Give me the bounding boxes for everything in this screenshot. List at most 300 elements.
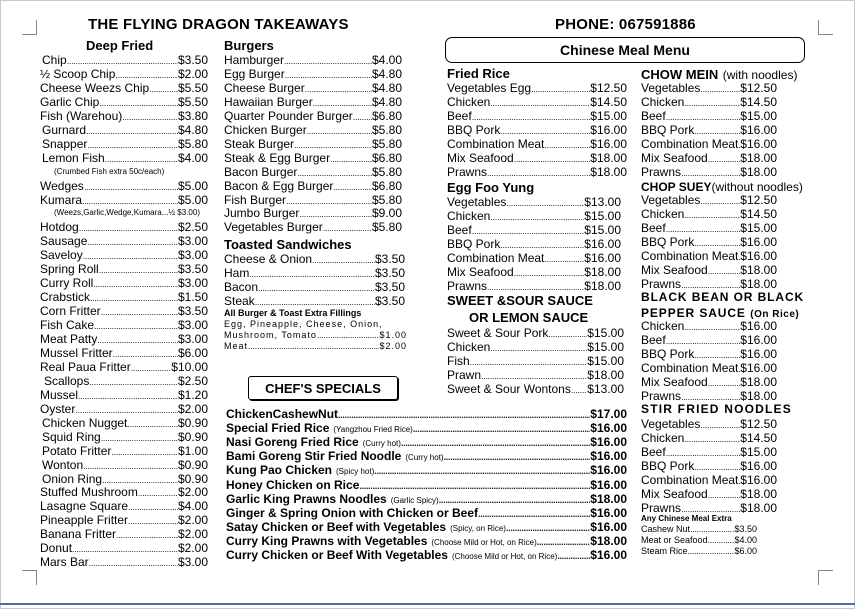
item-price: $3.50 bbox=[374, 266, 405, 280]
item-price: $18.00 bbox=[740, 501, 777, 515]
item-name: Kumara bbox=[40, 192, 83, 207]
chefs-specials-banner bbox=[248, 376, 398, 400]
chow-mein-subheading: (with noodles) bbox=[722, 68, 798, 82]
item-price: $15.00 bbox=[584, 209, 621, 223]
item-name: Vegetables Egg bbox=[447, 81, 532, 95]
item-name: Steak & Egg Burger bbox=[224, 150, 331, 165]
menu-item bbox=[224, 252, 405, 267]
dot-leader bbox=[286, 194, 372, 208]
menu-item bbox=[42, 53, 208, 68]
dot-leader bbox=[694, 236, 740, 250]
dot-leader bbox=[249, 267, 375, 281]
item-price: $15.00 bbox=[740, 221, 777, 235]
item-price: $5.80 bbox=[371, 136, 402, 151]
item-name: Vegetables bbox=[641, 193, 701, 207]
dot-leader bbox=[708, 488, 741, 502]
item-name: BBQ Pork bbox=[641, 235, 695, 249]
item-name: Banana Fritter bbox=[40, 527, 117, 542]
dot-leader bbox=[115, 68, 178, 82]
item-price: $16.00 bbox=[740, 333, 777, 347]
item-name: Hawaiian Burger bbox=[224, 94, 313, 109]
item-name: Egg Burger bbox=[224, 66, 285, 81]
item-price: $3.50 bbox=[374, 252, 405, 266]
item-price: $16.00 bbox=[740, 347, 777, 361]
item-price: $18.00 bbox=[584, 279, 621, 293]
item-price: $12.50 bbox=[740, 81, 777, 95]
menu-item bbox=[224, 193, 402, 208]
menu-item bbox=[40, 81, 208, 96]
menu-item bbox=[40, 360, 208, 375]
item-note: (Weezs,Garlic,Wedge,Kumara...½ $3.00) bbox=[54, 208, 200, 218]
item-price: $16.00 bbox=[590, 519, 627, 534]
item-price: $5.80 bbox=[371, 122, 402, 137]
dot-leader bbox=[359, 479, 590, 493]
item-price: $4.80 bbox=[371, 66, 402, 81]
menu-item bbox=[224, 206, 402, 221]
item-name: Chicken Burger bbox=[224, 122, 307, 137]
dot-leader bbox=[330, 152, 372, 166]
item-name: Stuffed Mushroom bbox=[40, 485, 138, 500]
item-price: $15.00 bbox=[587, 326, 624, 340]
menu-item bbox=[641, 473, 777, 488]
item-name: Special Fried Rice bbox=[226, 421, 330, 436]
dot-leader bbox=[666, 110, 741, 124]
item-name: Quarter Pounder Burger bbox=[224, 108, 353, 123]
dot-leader bbox=[500, 124, 590, 138]
item-price: $6.80 bbox=[371, 178, 402, 193]
item-price: $16.00 bbox=[590, 477, 627, 492]
item-price: $14.50 bbox=[740, 207, 777, 221]
item-note: (Choose Mild or Hot, on Rice) bbox=[431, 537, 537, 547]
black-bean-heading: BLACK BEAN OR BLACK bbox=[641, 290, 805, 304]
menu-item bbox=[447, 326, 624, 341]
item-price: $16.00 bbox=[740, 361, 777, 375]
item-name: Curry Chicken or Beef With Vegetables bbox=[226, 548, 448, 562]
item-price: $3.50 bbox=[177, 53, 208, 67]
item-name: Garlic King Prawns Noodles bbox=[226, 491, 387, 506]
menu-item bbox=[641, 109, 777, 124]
menu-item bbox=[40, 234, 208, 249]
item-name: Bacon bbox=[224, 280, 259, 294]
dot-leader bbox=[500, 238, 584, 252]
menu-item bbox=[40, 485, 208, 500]
menu-item bbox=[40, 332, 208, 347]
item-name: Mix Seafood bbox=[641, 375, 708, 389]
menu-item bbox=[42, 472, 208, 487]
item-name: Combination Meat bbox=[447, 137, 545, 151]
toasted-heading: Toasted Sandwiches bbox=[224, 237, 352, 252]
item-price: $18.00 bbox=[740, 151, 777, 165]
dot-leader bbox=[413, 422, 590, 436]
menu-item bbox=[641, 319, 777, 334]
item-name: Chip bbox=[42, 53, 67, 67]
item-name: Chicken bbox=[447, 209, 491, 223]
crop-mark-bottom-left bbox=[22, 570, 37, 585]
item-name: BBQ Pork bbox=[641, 459, 695, 473]
dot-leader bbox=[67, 54, 178, 68]
item-price: $16.00 bbox=[740, 137, 777, 151]
menu-item bbox=[224, 109, 402, 124]
item-note: (Garlic Spicy) bbox=[390, 495, 439, 505]
item-price: $14.50 bbox=[740, 95, 777, 109]
item-price: $18.00 bbox=[590, 491, 627, 506]
item-price: $5.80 bbox=[371, 192, 402, 207]
black-pepper-heading: PEPPER SAUCE bbox=[641, 306, 746, 320]
item-price: $1.00 bbox=[379, 330, 407, 340]
dot-leader bbox=[666, 334, 741, 348]
item-name: Jumbo Burger bbox=[224, 206, 300, 221]
dot-leader bbox=[478, 507, 590, 521]
item-name: Cheese Weezs Chip bbox=[40, 80, 150, 95]
crop-mark-bottom-right bbox=[818, 570, 833, 585]
dot-leader bbox=[694, 124, 740, 138]
item-price: $15.00 bbox=[590, 109, 627, 123]
menu-item bbox=[641, 207, 777, 222]
dot-leader bbox=[544, 252, 584, 266]
dot-leader bbox=[708, 152, 741, 166]
item-price: $18.00 bbox=[590, 165, 627, 179]
item-name: Beef bbox=[447, 223, 472, 237]
item-price: $4.00 bbox=[371, 53, 402, 67]
menu-item bbox=[44, 374, 208, 389]
chinese-menu-banner bbox=[445, 37, 805, 63]
dot-leader bbox=[75, 403, 178, 417]
dot-leader bbox=[472, 110, 591, 124]
item-name: ChickenCashewNut bbox=[226, 407, 339, 421]
menu-item bbox=[224, 67, 402, 82]
dot-leader bbox=[82, 194, 178, 208]
menu-item bbox=[42, 430, 208, 445]
dot-leader bbox=[338, 408, 590, 422]
chop-suey-heading: CHOP SUEY bbox=[641, 180, 712, 194]
dot-leader bbox=[83, 249, 178, 263]
item-name: Kung Pao Chicken bbox=[226, 463, 333, 478]
menu-item bbox=[447, 137, 627, 152]
dot-leader bbox=[258, 281, 375, 295]
menu-item bbox=[224, 266, 405, 281]
item-price: $16.00 bbox=[584, 237, 621, 251]
item-price: $10.00 bbox=[171, 359, 208, 374]
item-name: Combination Meat bbox=[447, 251, 545, 265]
dot-leader bbox=[101, 431, 178, 445]
item-note: (Crumbed Fish extra 50c/each) bbox=[54, 166, 165, 176]
burgers-heading: Burgers bbox=[224, 38, 274, 53]
item-name: Meat or Seafood bbox=[641, 535, 708, 545]
special-item bbox=[226, 478, 627, 493]
item-name: Prawns bbox=[641, 165, 682, 179]
dot-leader bbox=[93, 277, 178, 291]
menu-item bbox=[447, 237, 621, 252]
dot-leader bbox=[285, 68, 372, 82]
menu-item bbox=[224, 81, 402, 96]
item-name: Garlic Chip bbox=[40, 94, 100, 109]
dot-leader bbox=[708, 264, 741, 278]
item-name: Prawns bbox=[641, 277, 682, 291]
menu-item bbox=[447, 209, 621, 224]
menu-item bbox=[42, 137, 208, 152]
item-name: ½ Scoop Chip bbox=[40, 66, 116, 81]
special-item bbox=[226, 548, 627, 564]
item-price: $18.00 bbox=[590, 151, 627, 165]
menu-item bbox=[40, 388, 208, 403]
dot-leader bbox=[128, 514, 178, 528]
dot-leader bbox=[72, 542, 178, 556]
dot-leader bbox=[113, 347, 178, 361]
menu-item bbox=[641, 347, 777, 362]
item-name: Curry Roll bbox=[40, 276, 94, 291]
menu-item bbox=[224, 123, 402, 138]
dot-leader bbox=[490, 210, 584, 224]
item-price: $2.00 bbox=[177, 485, 208, 500]
dot-leader bbox=[439, 493, 591, 507]
menu-item bbox=[641, 487, 777, 502]
item-price: $3.00 bbox=[177, 555, 208, 570]
lemon-sauce-heading: OR LEMON SAUCE bbox=[469, 310, 589, 325]
item-price: $16.00 bbox=[740, 249, 777, 263]
item-price: $5.00 bbox=[177, 192, 208, 207]
menu-item bbox=[641, 333, 777, 348]
menu-item bbox=[641, 235, 777, 250]
menu-item bbox=[641, 193, 777, 208]
menu-item bbox=[40, 220, 208, 235]
item-price: $0.90 bbox=[177, 415, 208, 430]
item-name: Bacon Burger bbox=[224, 164, 298, 179]
menu-item bbox=[40, 527, 208, 542]
item-name: Meat bbox=[224, 341, 249, 351]
item-name: BBQ Pork bbox=[641, 123, 695, 137]
menu-item bbox=[641, 445, 777, 460]
dot-leader bbox=[89, 556, 178, 570]
item-name: Wedges bbox=[40, 178, 84, 193]
item-note: (Spicy, on Rice) bbox=[450, 523, 506, 533]
dot-leader bbox=[255, 295, 375, 309]
item-name: Hotdog bbox=[40, 220, 79, 235]
dot-leader bbox=[708, 376, 741, 390]
item-name: Combination Meat bbox=[641, 361, 739, 375]
item-price: $16.00 bbox=[740, 123, 777, 137]
dot-leader bbox=[688, 546, 735, 557]
dot-leader bbox=[514, 266, 585, 280]
item-price: $5.50 bbox=[177, 80, 208, 95]
item-name: Spring Roll bbox=[40, 262, 99, 277]
item-price: $6.00 bbox=[177, 345, 208, 360]
item-price: $2.00 bbox=[177, 401, 208, 416]
dot-leader bbox=[307, 124, 372, 138]
fried-rice-heading: Fried Rice bbox=[447, 66, 510, 81]
deep-fried-heading: Deep Fried bbox=[86, 38, 154, 53]
menu-item bbox=[641, 263, 777, 278]
dot-leader bbox=[102, 473, 178, 487]
dot-leader bbox=[97, 333, 178, 347]
dot-leader bbox=[490, 341, 587, 355]
item-name: Mussel bbox=[40, 387, 79, 402]
item-note: (Curry hot) bbox=[405, 453, 444, 463]
chop-suey-subheading: (without noodles) bbox=[711, 180, 803, 194]
item-price: $15.00 bbox=[587, 354, 624, 368]
page-bottom-edge bbox=[0, 603, 855, 605]
menu-item bbox=[40, 193, 208, 208]
item-name: Beef bbox=[447, 109, 472, 123]
item-price: $4.80 bbox=[371, 80, 402, 95]
item-name: Chicken bbox=[447, 340, 491, 354]
dot-leader bbox=[666, 446, 741, 460]
menu-item bbox=[40, 513, 208, 528]
item-price: $16.00 bbox=[590, 463, 627, 478]
menu-item bbox=[447, 340, 624, 355]
item-price: $4.00 bbox=[177, 499, 208, 514]
menu-item bbox=[641, 81, 777, 96]
menu-item bbox=[40, 95, 208, 110]
dot-leader bbox=[101, 305, 178, 319]
dot-leader bbox=[122, 110, 178, 124]
item-name: Curry King Prawns with Vegetables bbox=[226, 533, 428, 548]
item-price: $14.50 bbox=[740, 431, 777, 445]
menu-item bbox=[447, 368, 624, 383]
item-name: Beef bbox=[641, 445, 666, 459]
menu-item bbox=[447, 279, 621, 294]
item-name: Sausage bbox=[40, 234, 88, 249]
item-name: Fish bbox=[447, 354, 470, 368]
menu-item bbox=[447, 195, 621, 210]
chefs-specials-heading: CHEF'S SPECIALS bbox=[265, 380, 381, 396]
dot-leader bbox=[299, 207, 372, 221]
menu-item bbox=[40, 555, 208, 570]
dot-leader bbox=[544, 138, 590, 152]
item-name: Fish Cake bbox=[40, 318, 95, 333]
item-price: $6.00 bbox=[734, 546, 757, 556]
menu-item bbox=[40, 179, 208, 194]
item-price: $16.00 bbox=[590, 421, 627, 436]
item-name: Bami Goreng Stir Fried Noodle bbox=[226, 449, 402, 464]
item-price: $0.90 bbox=[177, 457, 208, 472]
menu-item bbox=[40, 541, 208, 556]
item-name: Cheese Burger bbox=[224, 80, 305, 95]
dot-leader bbox=[127, 417, 178, 431]
item-price: $14.50 bbox=[590, 95, 627, 109]
item-name: Cashew Nut bbox=[641, 524, 691, 534]
item-name: Vegetables bbox=[641, 417, 701, 431]
extra-fillings-row bbox=[224, 341, 407, 352]
dot-leader bbox=[708, 535, 735, 546]
dot-leader bbox=[470, 355, 588, 369]
item-price: $2.00 bbox=[177, 66, 208, 81]
item-name: Scallops bbox=[44, 373, 90, 388]
item-name: Hamburger bbox=[224, 53, 285, 67]
dot-leader bbox=[700, 194, 740, 208]
item-name: Beef bbox=[641, 333, 666, 347]
item-price: $2.00 bbox=[177, 541, 208, 556]
item-name: Squid Ring bbox=[42, 429, 101, 444]
item-name: Mix Seafood bbox=[447, 151, 514, 165]
dot-leader bbox=[557, 549, 590, 563]
special-item bbox=[226, 407, 627, 422]
item-name: Mars Bar bbox=[40, 555, 89, 570]
menu-item bbox=[641, 459, 777, 474]
item-name: Prawns bbox=[641, 389, 682, 403]
extra-item bbox=[641, 524, 757, 535]
item-name: Corn Fritter bbox=[40, 304, 101, 319]
item-price: $16.00 bbox=[740, 459, 777, 473]
item-price: $12.50 bbox=[740, 193, 777, 207]
dot-leader bbox=[99, 96, 178, 110]
menu-item bbox=[447, 354, 624, 369]
item-price: $15.00 bbox=[584, 223, 621, 237]
item-price: $16.00 bbox=[590, 449, 627, 464]
extra-fillings-heading: All Burger & Toast Extra Fillings bbox=[224, 308, 362, 318]
item-price: $4.00 bbox=[734, 535, 757, 545]
item-name: Ginger & Spring Onion with Chicken or Beef bbox=[226, 505, 479, 520]
item-name: Potato Fritter bbox=[42, 443, 112, 458]
extra-item bbox=[641, 546, 757, 557]
dot-leader bbox=[305, 82, 372, 96]
item-price: $3.50 bbox=[177, 262, 208, 277]
item-name: Bacon & Egg Burger bbox=[224, 178, 334, 193]
menu-item bbox=[447, 109, 627, 124]
item-price: $16.00 bbox=[590, 505, 627, 520]
menu-item bbox=[447, 81, 627, 96]
item-price: $15.00 bbox=[740, 445, 777, 459]
dot-leader bbox=[333, 180, 372, 194]
item-name: Nasi Goreng Fried Rice bbox=[226, 435, 359, 450]
menu-item bbox=[447, 382, 624, 397]
menu-item bbox=[641, 221, 777, 236]
dot-leader bbox=[78, 389, 178, 403]
item-price: $4.80 bbox=[177, 122, 208, 137]
menu-item bbox=[40, 318, 208, 333]
dot-leader bbox=[684, 208, 740, 222]
item-price: $1.20 bbox=[177, 387, 208, 402]
item-price: $3.00 bbox=[177, 276, 208, 291]
item-price: $3.00 bbox=[177, 248, 208, 263]
chinese-menu-title: Chinese Meal Menu bbox=[560, 42, 690, 58]
item-name: BBQ Pork bbox=[447, 123, 501, 137]
dot-leader bbox=[548, 327, 587, 341]
dot-leader bbox=[666, 222, 741, 236]
dot-leader bbox=[374, 464, 590, 478]
item-name: Prawns bbox=[641, 501, 682, 515]
menu-item bbox=[42, 416, 208, 431]
item-name: Steak bbox=[224, 294, 255, 308]
dot-leader bbox=[537, 535, 591, 549]
item-price: $3.80 bbox=[177, 108, 208, 123]
dot-leader bbox=[684, 320, 740, 334]
item-price: $3.50 bbox=[734, 524, 757, 534]
dot-leader bbox=[89, 375, 178, 389]
menu-item bbox=[224, 280, 405, 295]
dot-leader bbox=[94, 319, 178, 333]
item-name: Prawns bbox=[447, 165, 488, 179]
dot-leader bbox=[401, 436, 590, 450]
dot-leader bbox=[571, 383, 587, 397]
extra-fillings-row bbox=[224, 330, 407, 341]
dot-leader bbox=[684, 432, 740, 446]
menu-item bbox=[40, 346, 208, 361]
item-price: $15.00 bbox=[587, 340, 624, 354]
item-name: Sweet & Sour Wontons bbox=[447, 382, 571, 396]
item-price: $16.00 bbox=[590, 548, 627, 562]
dot-leader bbox=[323, 221, 372, 235]
dot-leader bbox=[444, 450, 591, 464]
menu-item bbox=[40, 304, 208, 319]
item-price: $17.00 bbox=[590, 407, 627, 421]
item-name: Lasagne Square bbox=[40, 499, 129, 514]
black-pepper-subheading: (On Rice) bbox=[750, 309, 800, 320]
item-name: Honey Chicken on Rice bbox=[226, 477, 360, 492]
menu-item bbox=[641, 375, 777, 390]
item-name: Fish Burger bbox=[224, 192, 287, 207]
dot-leader bbox=[506, 521, 590, 535]
dot-leader bbox=[116, 528, 178, 542]
